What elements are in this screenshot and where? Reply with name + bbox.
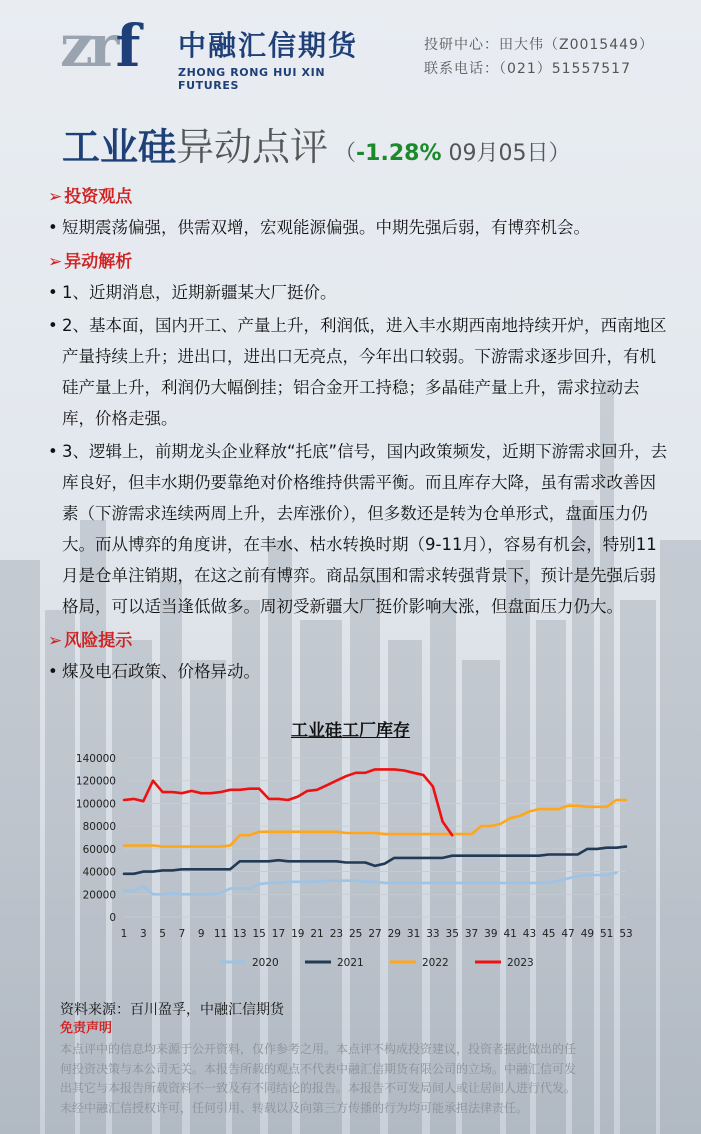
disclaimer-line: 未经中融汇信授权许可，任何引用、转载以及向第三方传播的行为均可能承担法律责任。 <box>60 1100 529 1115</box>
disclaimer-line: 本点评中的信息均来源于公开资料，仅作参考之用。本点评不构成投资建议，投资者据此做出的任 <box>60 1042 577 1056</box>
series-line-2023 <box>124 769 452 835</box>
title-paren-open: （ <box>334 141 357 166</box>
company-logo <box>60 12 380 92</box>
x-tick-label: 25 <box>349 928 363 940</box>
x-tick-label: 27 <box>368 928 382 940</box>
arrow-icon: ➢ <box>48 631 63 651</box>
x-tick-label: 9 <box>197 928 205 940</box>
series-line-2022 <box>124 800 626 847</box>
bullet-item: • 煤及电石政策、价格异动。 <box>48 656 668 687</box>
x-tick-label: 45 <box>542 928 556 940</box>
title-change: -1.28% <box>356 141 442 166</box>
y-tick-label: 60000 <box>82 843 116 856</box>
section-label: 投资观点 <box>64 187 133 207</box>
arrow-icon: ➢ <box>48 187 63 207</box>
disclaimer-line: 出其它与本报告所载资料不一致及有不同结论的报告。本报告不可发局间人或让居间人进行代发。 <box>60 1081 577 1095</box>
x-tick-label: 49 <box>580 928 595 940</box>
x-tick-label: 39 <box>484 928 498 940</box>
x-tick-label: 11 <box>213 928 228 940</box>
title-paren-close: ） <box>548 141 571 166</box>
x-tick-label: 53 <box>619 928 633 940</box>
x-tick-label: 43 <box>522 928 537 940</box>
disclaimer-title: 免责声明 <box>60 1021 113 1036</box>
bullet-item: • 1、近期消息，近期新疆某大厂挺价。 <box>48 277 668 308</box>
x-tick-label: 5 <box>159 928 166 940</box>
legend-label: 2021 <box>337 957 364 969</box>
logo-mark: zrf <box>60 12 137 80</box>
chart-title: 工业硅工厂库存 <box>291 721 410 741</box>
title-product: 工业硅 <box>62 125 177 169</box>
section-heading-view <box>48 182 668 207</box>
section-label: 异动解析 <box>64 252 133 272</box>
disclaimer-text <box>60 1040 650 1118</box>
bullet-item: • 3、逻辑上，前期龙头企业释放“托底”信号，国内政策频发，近期下游需求回升，去库良好，但丰水期仍要靠绝对价格维持供需平衡。而且库存大降，虽有需求改善因素（下游需求连续两周上升，去库涨价），但多数还是转为仓单形式，盘面压力仍大。而从博弈的角度讲，在丰水、枯水转换时期（9-11月），容易有机会，特别11月是仓单注销期，在这之前有博弈。商品氛围和需求转强背景下，预计是先强后弱格局，可以适当逢低做多。周初受新疆大厂挺价影响大涨，但盘面压力仍大。 <box>48 436 668 622</box>
x-tick-label: 15 <box>252 928 266 940</box>
y-tick-label: 40000 <box>82 866 116 879</box>
legend-label: 2023 <box>507 957 534 969</box>
x-tick-label: 47 <box>561 928 575 940</box>
y-tick-label: 20000 <box>82 889 116 902</box>
x-tick-label: 21 <box>310 928 324 940</box>
contact-info <box>424 33 654 81</box>
x-tick-label: 37 <box>464 928 479 940</box>
x-tick-label: 41 <box>503 928 517 940</box>
title-date: 09月05日 <box>441 141 549 166</box>
x-tick-label: 35 <box>445 928 459 940</box>
report-content <box>48 178 668 689</box>
y-tick-label: 100000 <box>75 798 116 811</box>
report-title <box>62 116 571 171</box>
x-tick-label: 51 <box>600 928 614 940</box>
inventory-line-chart <box>60 740 650 980</box>
x-tick-label: 17 <box>271 928 286 940</box>
bullet-item: • 短期震荡偏强，供需双增，宏观能源偏强。中期先强后弱，有博弈机会。 <box>48 212 668 243</box>
legend-label: 2020 <box>252 957 279 969</box>
arrow-icon: ➢ <box>48 252 63 272</box>
x-tick-label: 29 <box>387 928 401 940</box>
legend-label: 2022 <box>422 957 449 969</box>
x-tick-label: 23 <box>329 928 344 940</box>
section-label: 风险提示 <box>64 631 133 651</box>
x-tick-label: 3 <box>139 928 147 940</box>
logo-company-name-en: ZHONG RONG HUI XIN FUTURES <box>178 66 326 92</box>
bullet-item: • 2、基本面，国内开工、产量上升，利润低，进入丰水期西南地持续开炉，西南地区产量持续上升；进出口，进出口无亮点，今年出口较弱。下游需求逐步回升，有机硅产量上升，利润仍大幅倒挂；铝合金开工持稳；多晶硅产量上升，需求拉动去库，价格走强。 <box>48 310 668 434</box>
contact-research: 投研中心：田大伟（Z0015449） <box>424 37 654 53</box>
section-heading-risk <box>48 626 668 651</box>
title-type: 异动点评 <box>176 125 329 169</box>
section-heading-analysis <box>48 247 668 272</box>
series-line-2020 <box>124 873 616 895</box>
logo-company-name-cn: 中融汇信期货 <box>178 29 359 62</box>
y-tick-label: 80000 <box>82 821 116 834</box>
y-tick-label: 0 <box>109 912 116 924</box>
x-tick-label: 7 <box>178 928 186 940</box>
y-tick-label: 140000 <box>75 753 116 765</box>
data-source: 资料来源：百川盈孚，中融汇信期货 <box>60 1002 284 1018</box>
disclaimer-line: 何投资决策与本公司无关。本报告所载的观点不代表中融汇信期货有限公司的立场。中融汇信可发 <box>60 1061 577 1076</box>
x-tick-label: 19 <box>291 928 305 940</box>
series-line-2021 <box>124 847 626 874</box>
x-tick-label: 31 <box>406 928 421 940</box>
title-meta <box>334 141 570 166</box>
x-tick-label: 33 <box>426 928 440 940</box>
y-tick-label: 120000 <box>75 775 116 788</box>
x-tick-label: 1 <box>120 928 128 940</box>
x-tick-label: 13 <box>233 928 247 940</box>
contact-phone: 联系电话：（021）51557517 <box>424 61 631 77</box>
